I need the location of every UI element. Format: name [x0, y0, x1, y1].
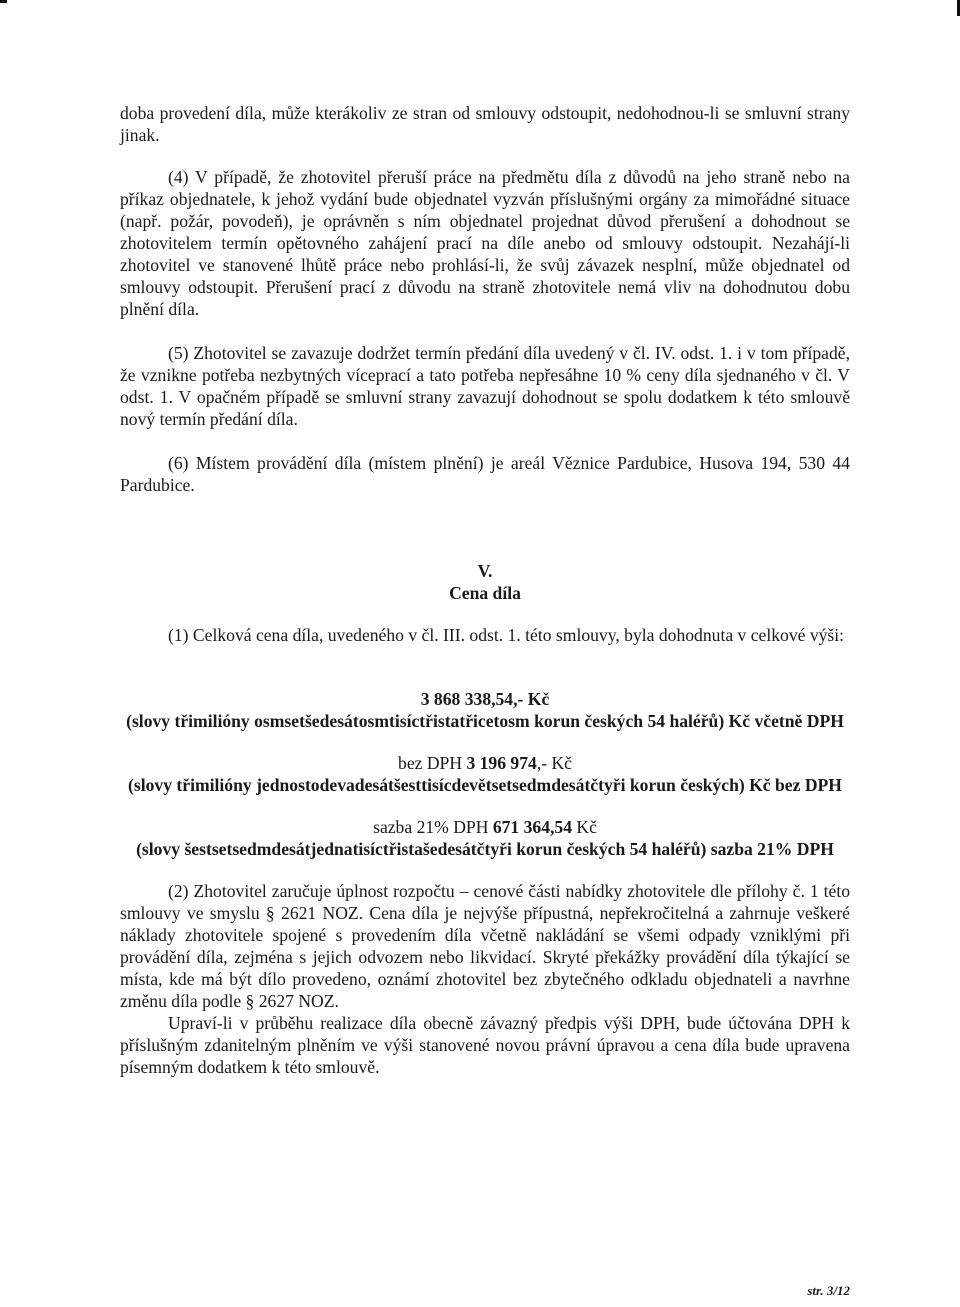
- net-suffix: ,- Kč: [536, 753, 572, 773]
- total-amount-words: (slovy třimilióny osmsetšedesátosmtisíctřistatřicetosm korun českých 54 haléřů) Kč včetně DPH: [126, 711, 844, 731]
- price-paragraph-2: (2) Zhotovitel zaručuje úplnost rozpočtu – cenové části nabídky zhotovitele dle přílohy č. 1 této smlouvy ve smyslu § 2621 NOZ. Cena díla je nejvýše přípustná, nepřekročitelná a zahrnuje veškeré náklady zhotovitele spojené s provedením díla včetně nakládání se všemi odpady vzniklými při provádění díla, zejména s jejich odvozem nebo likvidací. Skryté překážky provádění díla týkající se místa, kde má být dílo provedeno, oznámí zhotovitel bez zbytečného odkladu objednateli a navrhne změnu díla podle § 2627 NOZ.: [120, 881, 850, 1011]
- page-number: str. 3/12: [807, 1283, 850, 1298]
- paragraph-intro: doba provedení díla, může kterákoliv ze stran od smlouvy odstoupit, nedohodnou-li se smluvní strany jinak.: [120, 103, 850, 145]
- vat-amount: 671 364,54: [492, 817, 572, 837]
- net-amount-line: [120, 752, 850, 774]
- paragraph-4: (4) V případě, že zhotovitel přeruší práce na předmětu díla z důvodů na jeho straně nebo na příkaz objednatele, k jehož vydání bude objednatel vyzván příslušnými orgány za mimořádné situace (např. požár, povodeň), je oprávněn s ním objednatel projednat důvod přerušení a dohodnout se zhotovitelem termín opětovného zahájení prací na díle anebo od smlouvy odstoupit. Nezahájí-li zhotovitel ve stanovené lhůtě práce nebo prohlásí-li, že svůj závazek nesplní, může objednatel od smlouvy odstoupit. Přerušení prací z důvodu na straně zhotovitele nemá vliv na dohodnutou dobu plnění díla.: [120, 167, 850, 319]
- paragraph-5: (5) Zhotovitel se zavazuje dodržet termín předání díla uvedený v čl. IV. odst. 1. i v tom případě, že vznikne potřeba nezbytných víceprací a tato potřeba nepřesáhne 10 % ceny díla sjednaného v čl. V odst. 1. V opačném případě se smluvní strany zavazují dohodnout se spolu dodatkem k této smlouvě nový termín předání díla.: [120, 343, 850, 429]
- vat-suffix: Kč: [571, 817, 597, 837]
- section-title: Cena díla: [449, 583, 521, 603]
- document-page: [120, 102, 850, 1078]
- net-amount-words: (slovy třimilióny jednostodevadesátšesttisícdevětsetsedmdesátčtyři korun českých) Kč bez DPH: [128, 775, 842, 795]
- scan-mark-left: [0, 0, 7, 3]
- paragraph-6: (6) Místem provádění díla (místem plnění) je areál Věznice Pardubice, Husova 194, 530 44 Pardubice.: [120, 453, 850, 495]
- total-amount: 3 868 338,54,- Kč: [420, 689, 550, 709]
- price-paragraph-3: Upraví-li v průběhu realizace díla obecně závazný předpis výši DPH, bude účtována DPH k příslušným zdanitelným plněním ve výši stanovené novou právní úpravou a cena díla bude upravena písemným dodatkem k této smlouvě.: [120, 1013, 850, 1077]
- vat-amount-words: (slovy šestsetsedmdesátjednatisíctřistašedesátčtyři korun českých 54 haléřů) sazba 21% DPH: [136, 839, 834, 859]
- price-paragraph-1: (1) Celková cena díla, uvedeného v čl. III. odst. 1. této smlouvy, byla dohodnuta v celkové výši:: [168, 625, 845, 645]
- section-number: V.: [477, 561, 493, 581]
- vat-amount-line: [120, 816, 850, 838]
- net-amount: 3 196 974: [466, 753, 537, 773]
- vat-prefix: sazba 21% DPH: [373, 817, 493, 837]
- net-prefix: bez DPH: [398, 753, 467, 773]
